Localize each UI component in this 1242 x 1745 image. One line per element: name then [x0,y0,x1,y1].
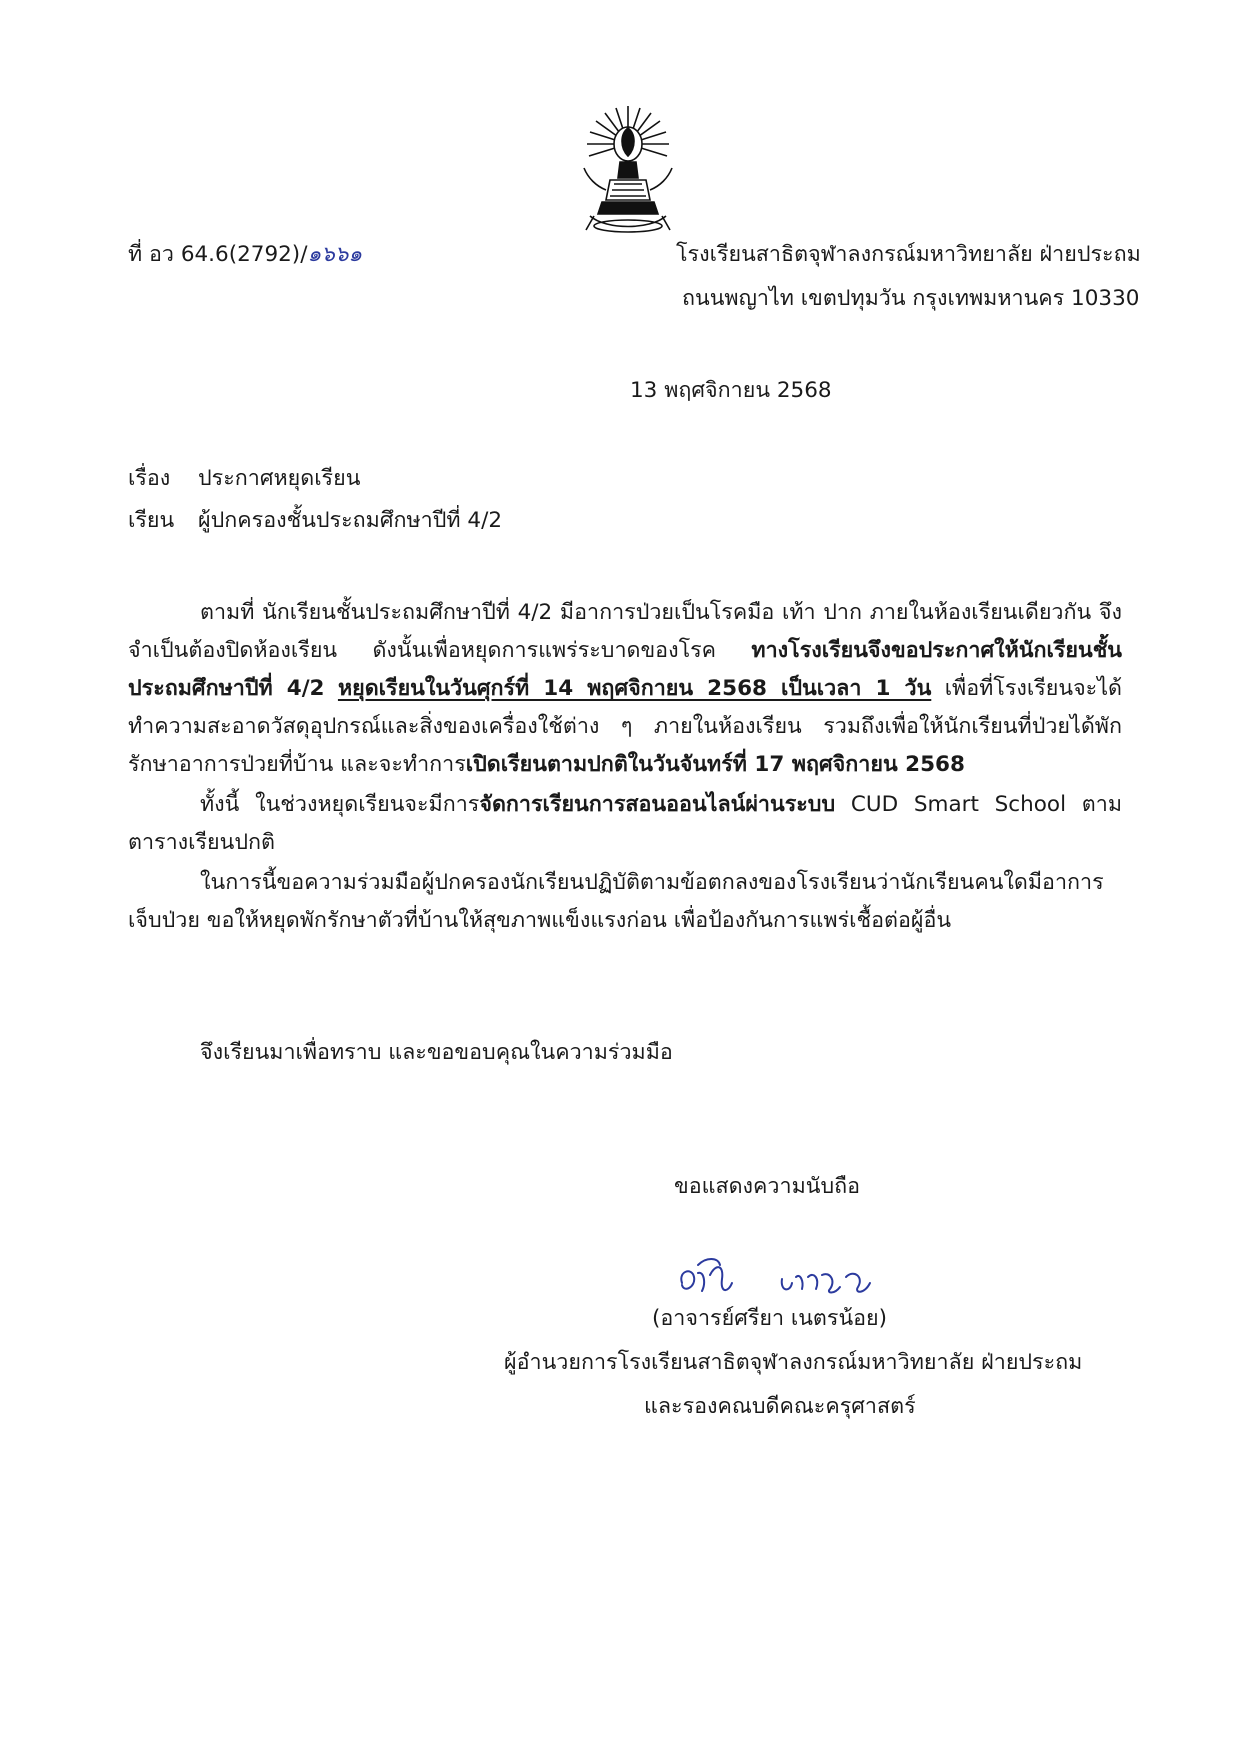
to-label: เรียน [128,508,175,533]
p1-text-b: เพื่อที่โรงเรียนจะได้ทำความสะอาดวัสดุอุปกรณ์และสิ่งของเครื่องใช้ต่าง ๆ ภายในห้องเรียน รวมถึงเพื่อให้นักเรียนที่ป่วยได้พักรักษาอาการป่วยที่บ้าน และจะทำการ [128,676,1123,777]
svg-text:ศรีษา เนตรน้อย: ศรีษา เนตรน้อย [670,1303,677,1304]
p2-text-a: ทั้งนี้ ในช่วงหยุดเรียนจะมีการ [200,792,480,817]
signer-title-2: และรองคณบดีคณะครุศาสตร์ [644,1394,916,1419]
paragraph-1 [128,594,1122,784]
subject-label: เรื่อง [128,466,171,491]
p1-bold-announcement: ทางโรงเรียนจึงขอประกาศให้นักเรียนชั้นประถมศึกษาปีที่ 4/2 [128,638,1122,701]
p2-text-b: CUD Smart School ตามตารางเรียนปกติ [128,792,1122,855]
reference-prefix: ที่ อว 64.6(2792)/ [128,242,308,267]
reference-number-handwritten: ๑๖๖๑ [307,242,363,267]
handwritten-signature [670,1253,910,1305]
regards: ขอแสดงความนับถือ [674,1174,861,1199]
chulalongkorn-emblem-icon [580,104,676,244]
to-value: ผู้ปกครองชั้นประถมศึกษาปีที่ 4/2 [198,508,502,533]
signer-title-1: ผู้อำนวยการโรงเรียนสาธิตจุฬาลงกรณ์มหาวิทยาลัย ฝ่ายประถม [504,1350,1083,1375]
p1-spacer [325,676,338,701]
letter-body [128,594,1122,940]
reference-number [128,240,362,270]
subject-value: ประกาศหยุดเรียน [198,466,361,491]
school-address: ถนนพญาไท เขตปทุมวัน กรุงเทพมหานคร 10330 [682,286,1140,311]
p1-closure-date: หยุดเรียนในวันศุกร์ที่ 14 พฤศจิกายน 2568 เป็นเวลา 1 วัน [337,676,932,701]
p1-text-a: ตามที่ นักเรียนชั้นประถมศึกษาปีที่ 4/2 มีอาการป่วยเป็นโรคมือ เท้า ปาก ภายในห้องเรียนเดียวกัน จึงจำเป็นต้องปิดห้องเรียน ดังนั้นเพื่อหยุดการแพร่ระบาดของโรค [128,600,1122,663]
closing-line: จึงเรียนมาเพื่อทราบ และขอขอบคุณในความร่วมมือ [200,1040,673,1065]
paragraph-2 [128,786,1122,862]
school-name: โรงเรียนสาธิตจุฬาลงกรณ์มหาวิทยาลัย ฝ่ายประถม [676,242,1141,267]
signer-name: (อาจารย์ศรียา เนตรน้อย) [652,1306,888,1331]
p2-online-learning: จัดการเรียนการสอนออนไลน์ผ่านระบบ [479,792,836,817]
p1-reopen-date: เปิดเรียนตามปกติในวันจันทร์ที่ 17 พฤศจิกายน 2568 [465,752,965,777]
paragraph-3: ในการนี้ขอความร่วมมือผู้ปกครองนักเรียนปฏิบัติตามข้อตกลงของโรงเรียนว่านักเรียนคนใดมีอาการเจ็บป่วย ขอให้หยุดพักรักษาตัวที่บ้านให้สุขภาพแข็งแรงก่อน เพื่อป้องกันการแพร่เชื้อต่อผู้อื่น [128,870,1104,933]
letter-date: 13 พฤศจิกายน 2568 [630,378,832,403]
